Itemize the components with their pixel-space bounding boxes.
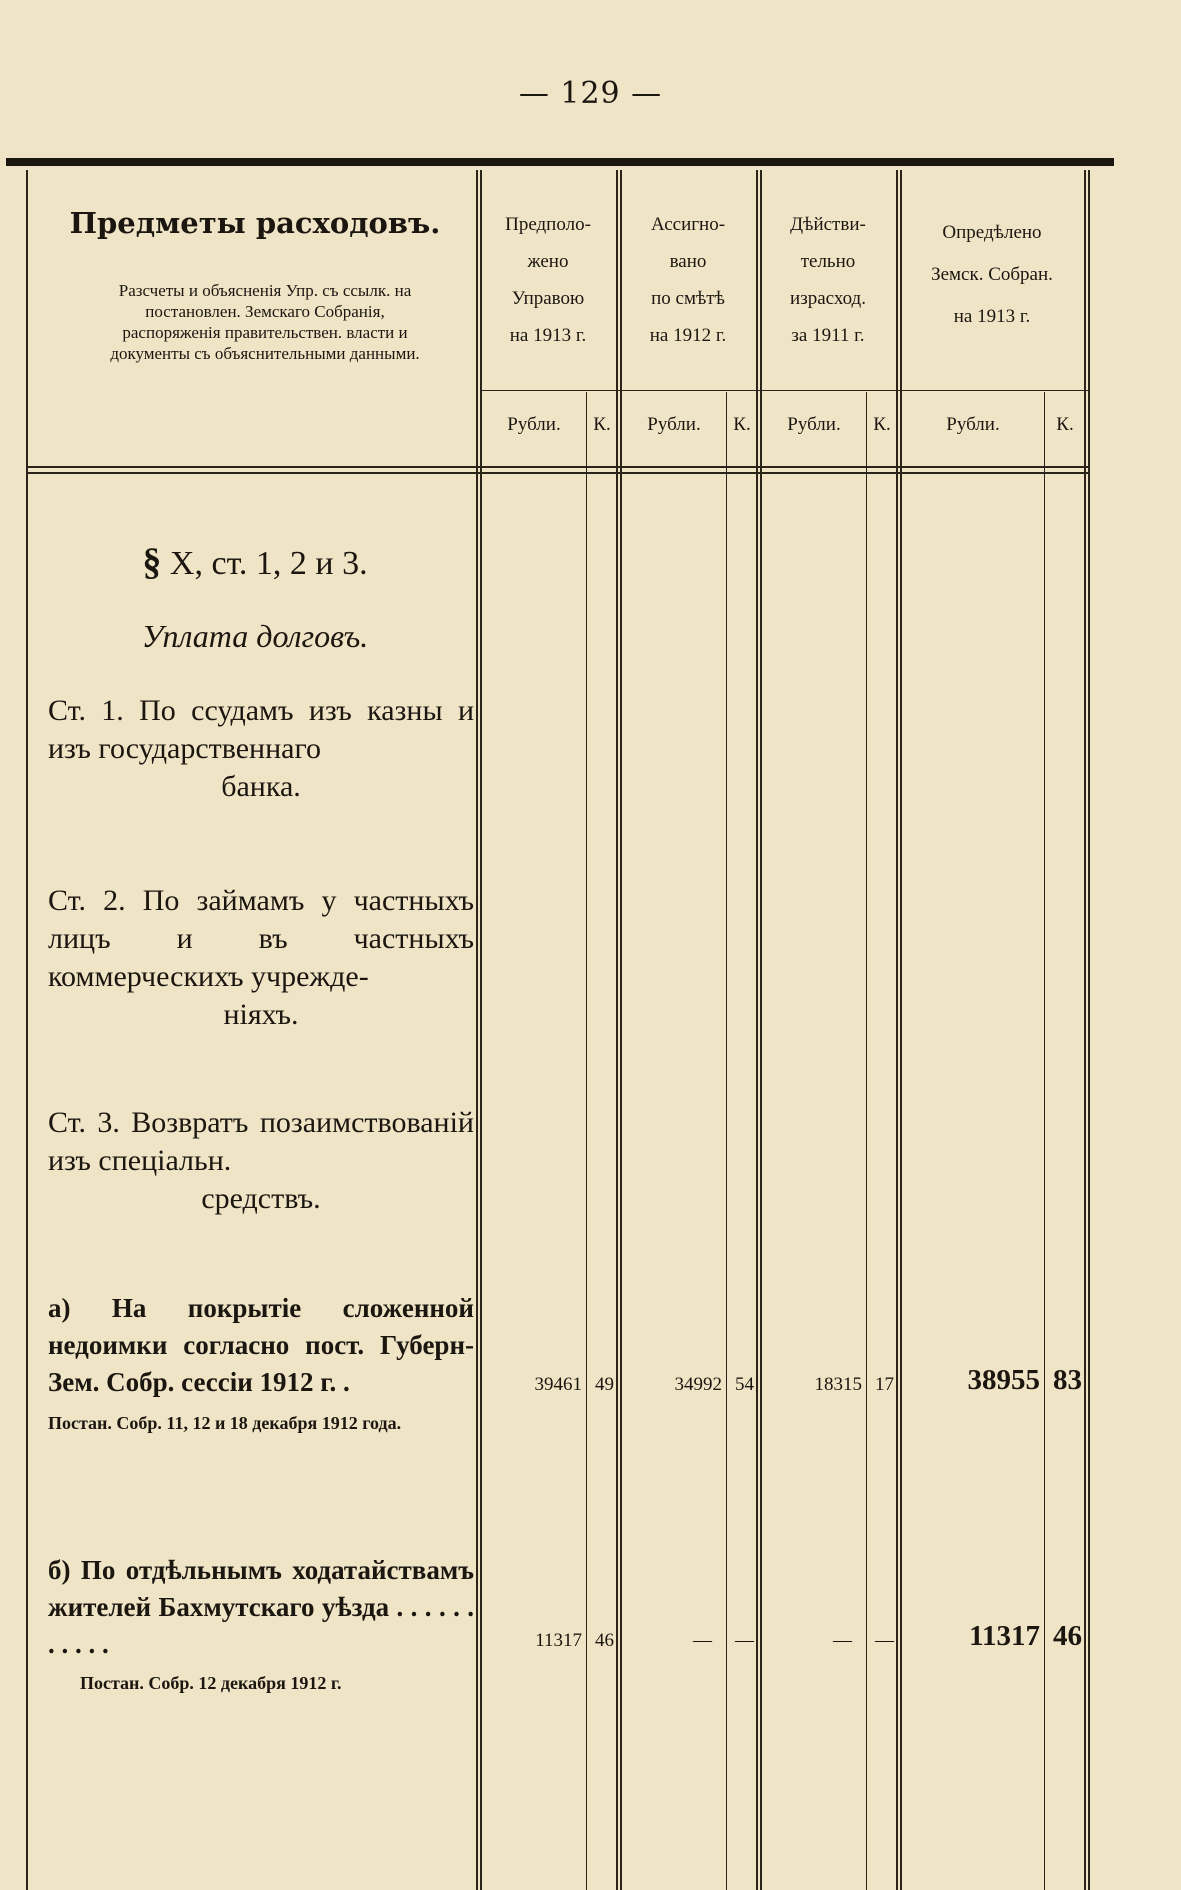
header-title: Предметы расходовъ. xyxy=(69,206,441,240)
item-b-proposed-rubles: 11317 xyxy=(535,1630,582,1651)
item-b-actual-kopeks: — xyxy=(875,1630,894,1651)
item-a-note: Постан. Собр. 11, 12 и 18 декабря 1912 года. xyxy=(48,1413,402,1433)
column-rule xyxy=(476,170,478,1890)
item-a-assigned-kopeks: 54 xyxy=(735,1374,754,1395)
kopek-rule xyxy=(1044,392,1045,1890)
item-b-assigned-kopeks: — xyxy=(735,1630,754,1651)
unit-kopeks: К. xyxy=(593,414,611,435)
unit-kopeks: К. xyxy=(733,414,751,435)
kopek-rule xyxy=(586,392,587,1890)
column-header-actual: Дѣйстви- тельно израсход. за 1911 г. xyxy=(790,214,866,346)
unit-kopeks: К. xyxy=(1056,414,1074,435)
column-rule xyxy=(896,170,898,1890)
column-rule xyxy=(1084,170,1086,1890)
item-a-proposed-kopeks: 49 xyxy=(595,1374,614,1395)
section-title-text: X, ст. 1, 2 и 3. xyxy=(169,545,368,582)
unit-rubles: Рубли. xyxy=(647,414,701,435)
unit-kopeks: К. xyxy=(873,414,891,435)
column-header-assigned: Ассигно- вано по смѣтѣ на 1912 г. xyxy=(649,214,727,346)
header-divider xyxy=(480,390,1088,391)
item-a-decided-rubles: 38955 xyxy=(967,1364,1040,1396)
article-1: Ст. 1. По ссудамъ изъ казны и изъ государственнаго банка. xyxy=(48,694,474,803)
item-b-actual-rubles: — xyxy=(833,1630,852,1651)
item-b-decided-kopeks: 46 xyxy=(1053,1620,1082,1652)
column-rule xyxy=(26,170,28,1890)
header-subtitle: Разсчеты и объясненія Упр. съ ссылк. на постановлен. Земскаго Собранія, распоряженія правительствен. власти и документы съ объяснительными данными. xyxy=(110,281,420,363)
item-a-decided-kopeks: 83 xyxy=(1053,1364,1082,1396)
item-b-text: б) По отдѣльнымъ ходатайствамъ жителей Бахмутскаго уѣзда . . . . . . . . . . . xyxy=(48,1555,474,1659)
article-3: Ст. 3. Возвратъ позаимствованій изъ спеціальн. средствъ. xyxy=(48,1106,474,1215)
section-title xyxy=(30,540,480,584)
column-rule xyxy=(756,170,758,1890)
kopek-rule xyxy=(726,392,727,1890)
item-b-decided-rubles: 11317 xyxy=(969,1620,1040,1652)
unit-rubles: Рубли. xyxy=(787,414,841,435)
item-a-assigned-rubles: 34992 xyxy=(674,1374,722,1395)
unit-rubles: Рубли. xyxy=(507,414,561,435)
column-rule xyxy=(616,170,618,1890)
item-a-actual-kopeks: 17 xyxy=(875,1374,894,1395)
item-b-assigned-rubles: — xyxy=(693,1630,712,1651)
unit-rubles: Рубли. xyxy=(946,414,1000,435)
header-bottom-rule xyxy=(26,472,1090,474)
header-bottom-rule xyxy=(26,466,1090,468)
section-subtitle: Уплата долговъ. xyxy=(141,618,369,654)
column-rule xyxy=(1088,170,1090,1890)
page-number: — 129 — xyxy=(518,76,663,111)
article-2: Ст. 2. По займамъ у частныхъ лицъ и въ частныхъ коммерческихъ учрежде- ніяхъ. xyxy=(48,884,474,1031)
item-b-proposed-kopeks: 46 xyxy=(595,1630,614,1651)
column-header-proposed: Предполо- жено Управою на 1913 г. xyxy=(505,214,591,346)
item-a-text: а) На покрытіе сложенной недоимки согласно пост. Губерн- Зем. Собр. сессіи 1912 г. . xyxy=(48,1293,474,1397)
section-sign: § xyxy=(142,541,162,583)
item-a-proposed-rubles: 39461 xyxy=(534,1374,582,1395)
item-b-note: Постан. Собр. 12 декабря 1912 г. xyxy=(80,1673,342,1693)
kopek-rule xyxy=(866,392,867,1890)
top-rule xyxy=(6,158,1114,166)
column-header-decided: Опредѣлено Земск. Собран. на 1913 г. xyxy=(931,222,1053,327)
item-a-actual-rubles: 18315 xyxy=(814,1374,862,1395)
